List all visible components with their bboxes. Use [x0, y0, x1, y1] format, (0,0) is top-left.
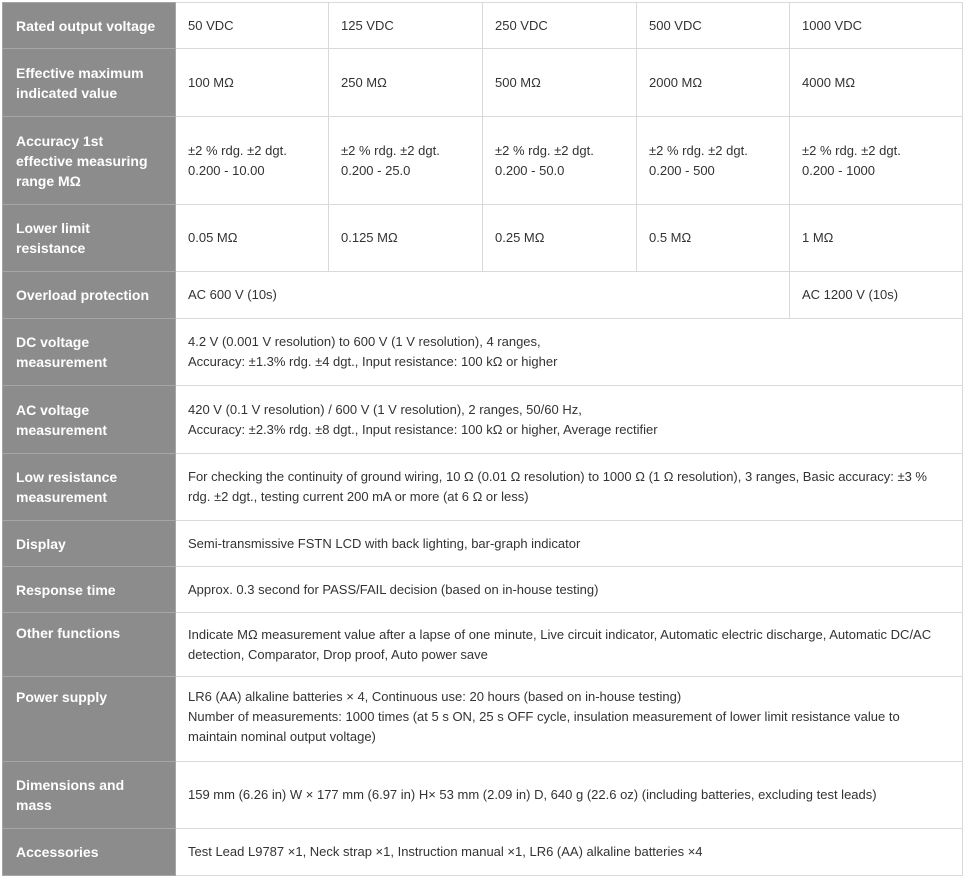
cell: ±2 % rdg. ±2 dgt. 0.200 - 1000 — [790, 117, 963, 205]
cell: ±2 % rdg. ±2 dgt. 0.200 - 10.00 — [176, 117, 329, 205]
row-label: Lower limit resistance — [3, 205, 176, 272]
cell: 0.5 MΩ — [637, 205, 790, 272]
cell: 1000 VDC — [790, 3, 963, 49]
row-label: Dimensions and mass — [3, 762, 176, 829]
cell: 0.125 MΩ — [329, 205, 483, 272]
cell: ±2 % rdg. ±2 dgt. 0.200 - 500 — [637, 117, 790, 205]
cell: 4000 MΩ — [790, 49, 963, 117]
row-label: Rated output voltage — [3, 3, 176, 49]
cell: 250 VDC — [483, 3, 637, 49]
row-label: Effective maximum indicated value — [3, 49, 176, 117]
cell: AC 1200 V (10s) — [790, 272, 963, 319]
cell: 420 V (0.1 V resolution) / 600 V (1 V resolution), 2 ranges, 50/60 Hz, Accuracy: ±2.3% rdg. ±8 dgt., Input resistance: 100 kΩ or higher, Average rectifier — [176, 386, 963, 454]
row-label: Accessories — [3, 829, 176, 876]
cell: 500 MΩ — [483, 49, 637, 117]
row-accuracy — [3, 117, 963, 205]
row-rated-output-voltage — [3, 3, 963, 49]
cell: 100 MΩ — [176, 49, 329, 117]
row-label: Display — [3, 521, 176, 567]
row-other-functions — [3, 613, 963, 677]
cell: 500 VDC — [637, 3, 790, 49]
row-dimensions-mass — [3, 762, 963, 829]
cell: 0.05 MΩ — [176, 205, 329, 272]
row-overload-protection — [3, 272, 963, 319]
cell: 2000 MΩ — [637, 49, 790, 117]
cell: LR6 (AA) alkaline batteries × 4, Continuous use: 20 hours (based on in-house testing) Number of measurements: 1000 times (at 5 s ON, 25 s OFF cycle, insulation measurement of lower limit resistance value to maintain nominal output voltage) — [176, 677, 963, 762]
row-ac-voltage — [3, 386, 963, 454]
row-label: DC voltage measurement — [3, 319, 176, 386]
cell: 0.25 MΩ — [483, 205, 637, 272]
cell: AC 600 V (10s) — [176, 272, 790, 319]
cell: Indicate MΩ measurement value after a lapse of one minute, Live circuit indicator, Automatic electric discharge, Automatic DC/AC detection, Comparator, Drop proof, Auto power save — [176, 613, 963, 677]
cell: Test Lead L9787 ×1, Neck strap ×1, Instruction manual ×1, LR6 (AA) alkaline batteries ×4 — [176, 829, 963, 876]
row-dc-voltage — [3, 319, 963, 386]
row-response-time — [3, 567, 963, 613]
row-label: Low resistance measurement — [3, 454, 176, 521]
row-label: Power supply — [3, 677, 176, 762]
cell: 125 VDC — [329, 3, 483, 49]
cell: ±2 % rdg. ±2 dgt. 0.200 - 50.0 — [483, 117, 637, 205]
row-label: Accuracy 1st effective measuring range MΩ — [3, 117, 176, 205]
spec-table — [2, 2, 963, 876]
row-lower-limit — [3, 205, 963, 272]
cell: 1 MΩ — [790, 205, 963, 272]
cell: 159 mm (6.26 in) W × 177 mm (6.97 in) H× 53 mm (2.09 in) D, 640 g (22.6 oz) (including batteries, excluding test leads) — [176, 762, 963, 829]
cell: Semi-transmissive FSTN LCD with back lighting, bar-graph indicator — [176, 521, 963, 567]
row-power-supply — [3, 677, 963, 762]
row-label: Response time — [3, 567, 176, 613]
row-label: Overload protection — [3, 272, 176, 319]
row-label: Other functions — [3, 613, 176, 677]
row-accessories — [3, 829, 963, 876]
cell: Approx. 0.3 second for PASS/FAIL decision (based on in-house testing) — [176, 567, 963, 613]
cell: 250 MΩ — [329, 49, 483, 117]
cell: ±2 % rdg. ±2 dgt. 0.200 - 25.0 — [329, 117, 483, 205]
row-low-resistance — [3, 454, 963, 521]
cell: For checking the continuity of ground wiring, 10 Ω (0.01 Ω resolution) to 1000 Ω (1 Ω resolution), 3 ranges, Basic accuracy: ±3 % rdg. ±2 dgt., testing current 200 mA or more (at 6 Ω or less) — [176, 454, 963, 521]
row-label: AC voltage measurement — [3, 386, 176, 454]
row-effective-maximum — [3, 49, 963, 117]
cell: 50 VDC — [176, 3, 329, 49]
row-display — [3, 521, 963, 567]
cell: 4.2 V (0.001 V resolution) to 600 V (1 V resolution), 4 ranges, Accuracy: ±1.3% rdg. ±4 dgt., Input resistance: 100 kΩ or higher — [176, 319, 963, 386]
